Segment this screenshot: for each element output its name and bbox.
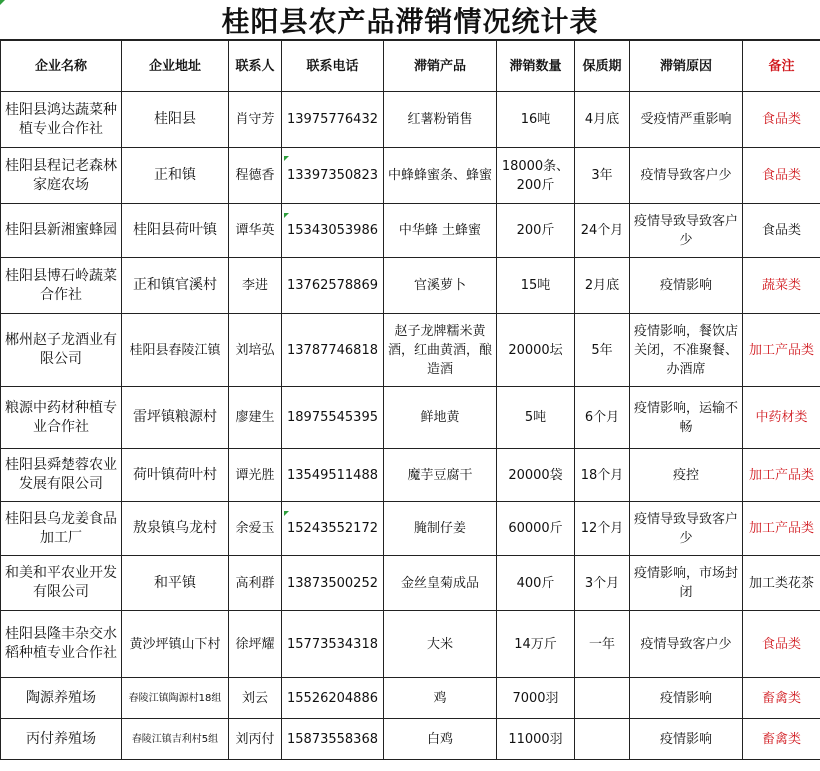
cell-shelf-life[interactable]: 6个月 (575, 387, 630, 449)
cell-reason[interactable]: 疫情影响 (630, 258, 743, 314)
cell-remark[interactable]: 加工产品类 (743, 449, 820, 502)
cell-contact[interactable]: 廖建生 (229, 387, 282, 449)
cell-phone[interactable]: 13762578869 (282, 258, 384, 314)
cell-product[interactable]: 大米 (384, 611, 497, 678)
cell-company-address[interactable]: 和平镇 (122, 556, 229, 611)
cell-shelf-life[interactable]: 12个月 (575, 502, 630, 556)
table-row (1, 556, 820, 611)
cell-phone[interactable]: 15773534318 (282, 611, 384, 678)
table-row (1, 92, 820, 148)
cell-reason[interactable]: 疫情导致导致客户少 (630, 204, 743, 258)
table-row (1, 387, 820, 449)
cell-company-name[interactable]: 桂阳县鸿达蔬菜种植专业合作社 (1, 92, 122, 148)
cell-company-name[interactable]: 丙付养殖场 (1, 719, 122, 760)
stagnant-sales-table (0, 40, 820, 760)
cell-company-name[interactable]: 桂阳县新湘蜜蜂园 (1, 204, 122, 258)
cell-company-address[interactable]: 桂阳县舂陵江镇 (122, 314, 229, 387)
cell-remark[interactable]: 食品类 (743, 204, 820, 258)
cell-reason[interactable]: 疫情影响 (630, 719, 743, 760)
cell-product[interactable]: 魔芋豆腐干 (384, 449, 497, 502)
table-row (1, 314, 820, 387)
cell-reason[interactable]: 疫情导致导致客户少 (630, 502, 743, 556)
table-row (1, 502, 820, 556)
cell-shelf-life[interactable]: 3个月 (575, 556, 630, 611)
cell-product[interactable]: 白鸡 (384, 719, 497, 760)
cell-phone[interactable]: 13975776432 (282, 92, 384, 148)
cell-company-address[interactable]: 桂阳县 (122, 92, 229, 148)
cell-company-address[interactable]: 桂阳县荷叶镇 (122, 204, 229, 258)
cell-product[interactable]: 鸡 (384, 678, 497, 719)
cell-phone[interactable]: 15526204886 (282, 678, 384, 719)
cell-company-name[interactable]: 桂阳县博石岭蔬菜合作社 (1, 258, 122, 314)
table-row (1, 449, 820, 502)
cell-shelf-life[interactable]: 24个月 (575, 204, 630, 258)
cell-phone[interactable]: 15243552172 (282, 502, 384, 556)
cell-remark[interactable]: 畜禽类 (743, 678, 820, 719)
cell-remark[interactable]: 加工产品类 (743, 502, 820, 556)
cell-remark[interactable]: 加工产品类 (743, 314, 820, 387)
cell-company-address[interactable]: 敖泉镇乌龙村 (122, 502, 229, 556)
cell-company-name[interactable]: 桂阳县乌龙姜食品加工厂 (1, 502, 122, 556)
cell-product[interactable]: 中蜂蜂蜜条、蜂蜜 (384, 148, 497, 204)
cell-company-name[interactable]: 桂阳县程记老森林家庭农场 (1, 148, 122, 204)
table-row (1, 204, 820, 258)
cell-phone[interactable]: 15343053986 (282, 204, 384, 258)
table-row (1, 258, 820, 314)
cell-product[interactable]: 红薯粉销售 (384, 92, 497, 148)
cell-quantity[interactable]: 16吨 (497, 92, 575, 148)
header-quantity[interactable]: 滞销数量 (497, 41, 575, 92)
cell-quantity[interactable]: 15吨 (497, 258, 575, 314)
table-row (1, 719, 820, 760)
cell-marker-icon (284, 213, 289, 218)
header-company-name[interactable]: 企业名称 (1, 41, 122, 92)
cell-reason[interactable]: 疫情导致客户少 (630, 148, 743, 204)
cell-company-name[interactable]: 桂阳县舜楚蓉农业发展有限公司 (1, 449, 122, 502)
header-product[interactable]: 滞销产品 (384, 41, 497, 92)
cell-reason[interactable]: 疫情导致客户少 (630, 611, 743, 678)
cell-quantity[interactable]: 14万斤 (497, 611, 575, 678)
cell-company-address[interactable]: 正和镇 (122, 148, 229, 204)
cell-company-address[interactable]: 舂陵江镇吉利村5组 (122, 719, 229, 760)
cell-remark[interactable]: 畜禽类 (743, 719, 820, 760)
cell-reason[interactable]: 疫情影响，市场封闭 (630, 556, 743, 611)
cell-reason[interactable]: 受疫情严重影响 (630, 92, 743, 148)
cell-contact[interactable]: 刘丙付 (229, 719, 282, 760)
header-contact[interactable]: 联系人 (229, 41, 282, 92)
cell-company-address[interactable]: 舂陵江镇陶源村18组 (122, 678, 229, 719)
cell-quantity[interactable]: 11000羽 (497, 719, 575, 760)
cell-company-address[interactable]: 雷坪镇粮源村 (122, 387, 229, 449)
cell-quantity[interactable]: 7000羽 (497, 678, 575, 719)
header-row (1, 41, 820, 92)
cell-shelf-life[interactable]: 18个月 (575, 449, 630, 502)
cell-quantity[interactable]: 60000斤 (497, 502, 575, 556)
cell-phone[interactable]: 13549511488 (282, 449, 384, 502)
cell-shelf-life[interactable]: 一年 (575, 611, 630, 678)
cell-remark[interactable]: 食品类 (743, 148, 820, 204)
header-remark[interactable]: 备注 (743, 41, 820, 92)
cell-contact[interactable]: 谭华英 (229, 204, 282, 258)
cell-company-address[interactable]: 黄沙坪镇山下村 (122, 611, 229, 678)
cell-product[interactable]: 腌制仔姜 (384, 502, 497, 556)
table-row (1, 148, 820, 204)
cell-contact[interactable]: 高利群 (229, 556, 282, 611)
cell-quantity[interactable]: 20000坛 (497, 314, 575, 387)
header-reason[interactable]: 滞销原因 (630, 41, 743, 92)
cell-shelf-life[interactable] (575, 678, 630, 719)
cell-quantity[interactable]: 20000袋 (497, 449, 575, 502)
cell-company-name[interactable]: 郴州赵子龙酒业有限公司 (1, 314, 122, 387)
cell-remark[interactable]: 食品类 (743, 611, 820, 678)
cell-company-address[interactable]: 正和镇官溪村 (122, 258, 229, 314)
cell-reason[interactable]: 疫控 (630, 449, 743, 502)
cell-contact[interactable]: 刘云 (229, 678, 282, 719)
cell-product[interactable]: 金丝皇菊成品 (384, 556, 497, 611)
cell-shelf-life[interactable] (575, 719, 630, 760)
cell-quantity[interactable]: 18000条、200斤 (497, 148, 575, 204)
cell-reason[interactable]: 疫情影响，餐饮店关闭，不准聚餐、办酒席 (630, 314, 743, 387)
header-shelf-life[interactable]: 保质期 (575, 41, 630, 92)
cell-contact[interactable]: 肖守芳 (229, 92, 282, 148)
sheet-title: 桂阳县农产品滞销情况统计表 (0, 0, 820, 40)
cell-quantity[interactable]: 5吨 (497, 387, 575, 449)
cell-phone[interactable]: 13397350823 (282, 148, 384, 204)
cell-reason[interactable]: 疫情影响 (630, 678, 743, 719)
cell-phone[interactable]: 15873558368 (282, 719, 384, 760)
header-phone[interactable]: 联系电话 (282, 41, 384, 92)
cell-marker-icon (284, 156, 289, 161)
cell-contact[interactable]: 李进 (229, 258, 282, 314)
cell-company-name[interactable]: 桂阳县隆丰杂交水稻种植专业合作社 (1, 611, 122, 678)
cell-contact[interactable]: 谭光胜 (229, 449, 282, 502)
cell-marker-icon (284, 511, 289, 516)
cell-remark[interactable]: 食品类 (743, 92, 820, 148)
cell-remark[interactable]: 中药材类 (743, 387, 820, 449)
cell-phone[interactable]: 13787746818 (282, 314, 384, 387)
cell-contact[interactable]: 刘培弘 (229, 314, 282, 387)
cell-company-name[interactable]: 陶源养殖场 (1, 678, 122, 719)
cell-remark[interactable]: 蔬菜类 (743, 258, 820, 314)
cell-quantity[interactable]: 200斤 (497, 204, 575, 258)
cell-company-name[interactable]: 和美和平农业开发有限公司 (1, 556, 122, 611)
cell-phone[interactable]: 13873500252 (282, 556, 384, 611)
cell-shelf-life[interactable]: 4月底 (575, 92, 630, 148)
table-row (1, 678, 820, 719)
cell-product[interactable]: 鲜地黄 (384, 387, 497, 449)
cell-company-name[interactable]: 粮源中药材种植专业合作社 (1, 387, 122, 449)
cell-reason[interactable]: 疫情影响，运输不畅 (630, 387, 743, 449)
cell-product[interactable]: 赵子龙牌糯米黄酒，红曲黄酒，酿造酒 (384, 314, 497, 387)
cell-company-address[interactable]: 荷叶镇荷叶村 (122, 449, 229, 502)
cell-shelf-life[interactable]: 2月底 (575, 258, 630, 314)
cell-remark[interactable]: 加工类花茶 (743, 556, 820, 611)
cell-shelf-life[interactable]: 3年 (575, 148, 630, 204)
cell-contact[interactable]: 徐坪耀 (229, 611, 282, 678)
cell-product[interactable]: 官溪萝卜 (384, 258, 497, 314)
cell-phone[interactable]: 18975545395 (282, 387, 384, 449)
cell-contact[interactable]: 余爱玉 (229, 502, 282, 556)
header-company-address[interactable]: 企业地址 (122, 41, 229, 92)
cell-shelf-life[interactable]: 5年 (575, 314, 630, 387)
cell-quantity[interactable]: 400斤 (497, 556, 575, 611)
cell-marker-icon (0, 0, 5, 5)
table-row (1, 611, 820, 678)
cell-product[interactable]: 中华蜂 土蜂蜜 (384, 204, 497, 258)
cell-contact[interactable]: 程德香 (229, 148, 282, 204)
